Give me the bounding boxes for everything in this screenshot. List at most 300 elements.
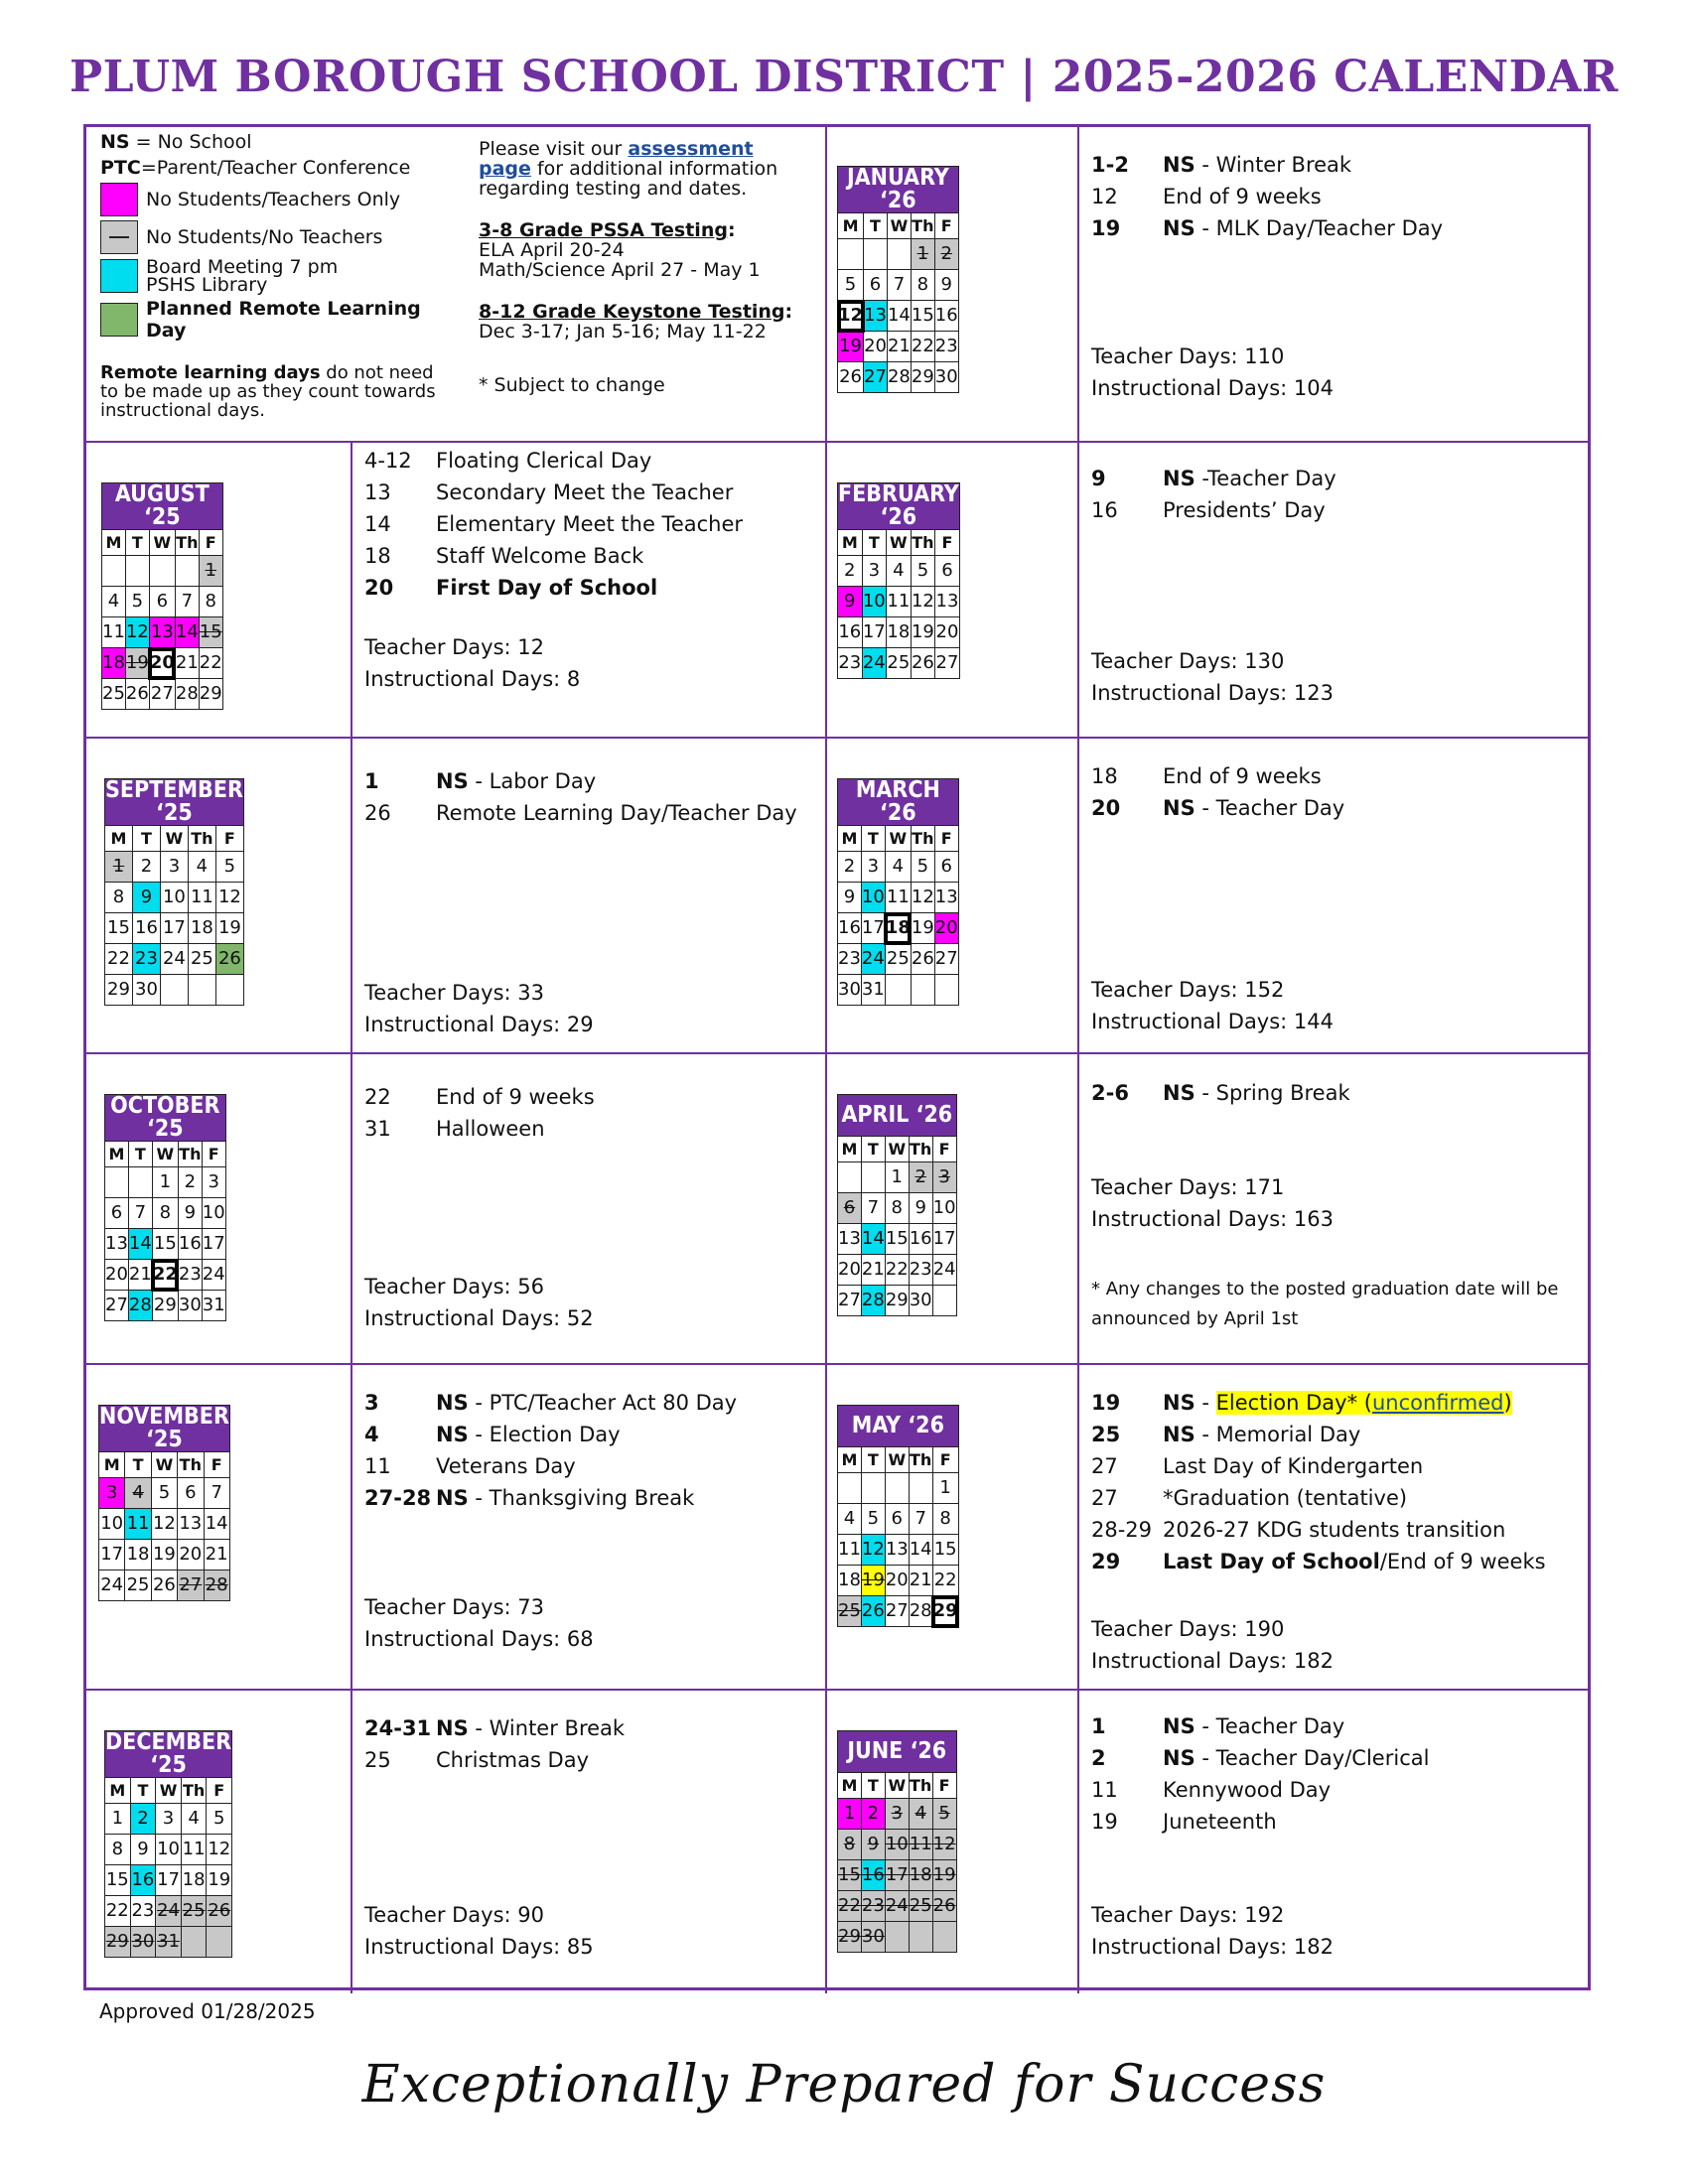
ns-tag: NS [436,1423,469,1446]
day-cell: 20 [149,648,175,679]
day-cell: 19 [125,648,149,679]
day-cell: 3 [202,1167,225,1198]
pssa-ela: ELA April 20-24 [479,239,625,261]
day-cell: 20 [105,1260,129,1291]
day-cell: 31 [156,1927,182,1958]
day-cell: 21 [204,1540,229,1570]
jun-cal-cell [827,1691,1079,1993]
weekday-header: M [105,1778,131,1804]
weekday-header: F [204,1452,229,1478]
event-text [1163,1482,1583,1514]
empty-day-cell [105,1167,129,1198]
event-label: - Thanksgiving Break [468,1486,695,1510]
day-cell: 12 [932,1830,956,1860]
day-cell: 25 [102,679,126,710]
ns-tag: NS [1163,467,1196,490]
day-cell: 5 [125,587,149,617]
dec-calendar [104,1730,232,1958]
day-cell: 12 [838,301,864,332]
unconfirmed-link[interactable]: unconfirmed [1371,1391,1504,1415]
event-date: 4-12 [364,449,412,473]
day-cell: 23 [838,944,862,975]
apr-month-title: APRIL ‘26 [838,1095,957,1137]
weekday-header: W [885,826,911,852]
event-date: 20 [364,576,394,600]
empty-day-cell [887,239,911,270]
mar-calendar [837,778,959,1006]
day-cell: 10 [156,1835,182,1865]
day-cell: 8 [105,1835,131,1865]
nov-instr-days: Instructional Days: 68 [364,1627,594,1651]
event-label: Veterans Day [436,1454,576,1478]
legend-panel [86,127,827,443]
day-cell: 30 [130,1927,156,1958]
event-row [364,477,817,508]
day-cell: 7 [861,1193,885,1224]
day-cell: 15 [911,301,934,332]
day-cell: 10 [202,1198,225,1229]
day-cell: 3 [160,852,188,883]
day-cell: 24 [202,1260,225,1291]
day-cell: 5 [932,1799,956,1830]
event-text [436,540,817,572]
day-cell: 6 [885,1504,909,1535]
day-cell: 4 [188,852,215,883]
day-cell: 25 [909,1891,932,1922]
event-row [1091,1546,1583,1577]
day-cell: 16 [838,913,862,944]
day-cell: 8 [105,883,133,913]
event-text [436,1387,817,1419]
event-label: Halloween [436,1117,545,1141]
day-cell: 26 [932,1891,956,1922]
day-cell: 24 [932,1255,956,1286]
weekday-header: W [152,1142,178,1167]
day-cell: 26 [125,679,149,710]
feb-notes-cell [1079,443,1591,739]
event-row [1091,792,1583,824]
weekday-header: T [861,1773,885,1799]
day-cell: 27 [885,1596,909,1627]
empty-day-cell [838,1162,862,1193]
event-date: 31 [364,1117,391,1141]
event-date: 2-6 [1091,1081,1129,1105]
day-cell: 9 [132,883,160,913]
day-cell: 13 [934,883,958,913]
day-cell: 9 [861,1830,885,1860]
weekday-header: F [207,1778,232,1804]
weekday-header: F [932,1447,958,1473]
empty-day-cell [932,1286,956,1316]
weekday-header: Th [175,530,199,556]
event-date: 18 [1091,764,1118,788]
day-cell: 10 [932,1193,956,1224]
day-cell: 24 [156,1896,182,1927]
ns-tag: NS [1163,1746,1196,1770]
event-row [1091,494,1583,526]
day-cell: 22 [199,648,222,679]
event-row [364,797,817,829]
feb-calendar [837,482,960,679]
day-cell: 21 [128,1260,152,1291]
ns-tag: NS [1163,216,1196,240]
event-text [436,477,817,508]
day-cell: 27 [105,1291,129,1321]
day-cell: 15 [105,1865,131,1896]
day-cell: 24 [99,1570,125,1601]
ptc-key-text: =Parent/Teacher Conference [140,157,411,179]
event-date: 19 [1091,1391,1121,1415]
day-cell: 28 [861,1286,885,1316]
day-cell: 6 [935,556,960,587]
event-label: First Day of School [436,576,658,600]
day-cell: 15 [152,1229,178,1260]
jun-instr-days: Instructional Days: 182 [1091,1935,1335,1959]
day-cell: 26 [151,1570,177,1601]
oct-instr-days: Instructional Days: 52 [364,1306,594,1330]
event-row [364,1387,817,1419]
event-label: Juneteenth [1163,1810,1277,1834]
day-cell: 16 [934,301,958,332]
day-cell: 5 [838,270,864,301]
event-date: 28-29 [1091,1518,1153,1542]
day-cell: 27 [178,1570,204,1601]
event-row [364,572,817,604]
day-cell: 25 [887,648,912,679]
calendar-grid [83,124,1591,1990]
event-text [1163,1077,1583,1109]
ns-tag: NS [436,769,469,793]
event-row [364,508,817,540]
ns-tag: NS [1163,1391,1196,1415]
event-row [364,765,817,797]
nov-month-title: NOVEMBER ‘25 [99,1404,229,1452]
day-cell: 20 [885,1566,909,1596]
day-cell: 10 [99,1509,125,1540]
day-cell: 14 [128,1229,152,1260]
event-row [364,445,817,477]
day-cell: 2 [838,556,863,587]
day-cell: 11 [181,1835,207,1865]
day-cell: 29 [885,1286,909,1316]
event-text [436,1482,817,1514]
day-cell: 5 [911,852,934,883]
event-label: - Winter Break [1195,153,1352,177]
ns-key-text: = No School [129,131,252,153]
day-cell: 15 [932,1535,958,1566]
slogan: Exceptionally Prepared for Success [361,2055,1327,2115]
ptc-key: PTC [100,157,141,179]
aug-instr-days: Instructional Days: 8 [364,667,581,691]
mar-notes-cell [1079,739,1591,1054]
day-cell: 18 [838,1566,862,1596]
event-row [1091,1482,1583,1514]
day-cell: 27 [838,1286,862,1316]
jun-month-title: JUNE ‘26 [838,1731,957,1773]
weekday-header: Th [909,1447,932,1473]
empty-day-cell [909,1473,932,1504]
feb-month-title: FEBRUARY ‘26 [838,481,959,530]
weekday-header: Th [181,1778,207,1804]
day-cell: 20 [864,332,888,362]
assessment-page-link[interactable]: assessment page [479,138,754,180]
cyan-swatch [100,259,138,293]
day-cell: 9 [838,587,863,617]
may-teacher-days: Teacher Days: 190 [1091,1617,1285,1641]
event-text [1163,212,1583,244]
day-cell: 8 [932,1504,958,1535]
weekday-header: T [862,530,887,556]
empty-day-cell [932,1922,956,1953]
may-cal-cell [827,1365,1079,1691]
day-cell: 13 [178,1509,204,1540]
day-cell: 16 [909,1224,932,1255]
day-cell: 27 [149,679,175,710]
day-cell: 31 [202,1291,225,1321]
day-cell: 15 [199,617,222,648]
day-cell: 17 [202,1229,225,1260]
weekday-header: T [128,1142,152,1167]
nov-notes-cell [352,1365,827,1691]
day-cell: 27 [934,944,958,975]
day-cell: 6 [838,1193,862,1224]
event-row [1091,463,1583,494]
day-cell: 4 [102,587,126,617]
event-row [1091,1419,1583,1450]
jan-cal-cell [827,127,1079,443]
day-cell: 31 [861,975,885,1006]
day-cell: 19 [838,332,864,362]
day-cell: 17 [156,1865,182,1896]
event-date: 19 [1091,1810,1118,1834]
event-tail: /End of 9 weeks [1379,1550,1546,1573]
weekday-header: Th [909,1137,932,1162]
day-cell: 17 [862,617,887,648]
event-label: - Teacher Day [1195,796,1345,820]
day-cell: 29 [152,1291,178,1321]
day-cell: 13 [105,1229,129,1260]
day-cell: 30 [838,975,862,1006]
magenta-swatch [100,183,138,216]
day-cell: 27 [935,648,960,679]
day-cell: 4 [181,1804,207,1835]
weekday-header: T [861,1137,885,1162]
day-cell: 24 [160,944,188,975]
jun-calendar [837,1730,957,1953]
event-label: Last Day of Kindergarten [1163,1454,1424,1478]
event-text [436,1419,817,1450]
magenta-label: No Students/Teachers Only [146,189,401,210]
event-date: 29 [1091,1550,1121,1573]
empty-day-cell [885,1922,909,1953]
day-cell: 2 [132,852,160,883]
weekday-header: F [932,1773,956,1799]
event-row [1091,760,1583,792]
event-text [1163,1742,1583,1774]
green-label: Planned Remote Learning Day [146,298,421,341]
event-label: - MLK Day/Teacher Day [1195,216,1444,240]
weekday-header: F [215,826,243,852]
day-cell: 26 [911,648,935,679]
event-row [1091,1450,1583,1482]
event-text [436,1744,817,1776]
day-cell: 25 [885,944,911,975]
day-cell: 11 [188,883,215,913]
weekday-header: M [838,1137,862,1162]
day-cell: 28 [909,1596,932,1627]
mar-instr-days: Instructional Days: 144 [1091,1010,1335,1033]
pssa-math: Math/Science April 27 - May 1 [479,259,761,281]
day-cell: 22 [932,1566,958,1596]
day-cell: 10 [885,1830,909,1860]
event-text [436,1113,817,1145]
day-cell: 14 [175,617,199,648]
event-label: Remote Learning Day/Teacher Day [436,801,797,825]
day-cell: 19 [911,913,934,944]
gray-swatch [100,220,138,254]
empty-day-cell [215,975,243,1006]
day-cell: 18 [909,1860,932,1891]
day-cell: 6 [178,1478,204,1509]
event-label: Secondary Meet the Teacher [436,480,734,504]
empty-day-cell [861,1162,885,1193]
day-cell: 4 [887,556,912,587]
event-text [1163,760,1583,792]
ns-tag: NS [436,1716,469,1740]
event-row [364,1482,817,1514]
day-cell: 24 [885,1891,909,1922]
day-cell: 13 [935,587,960,617]
event-text [1163,1514,1583,1546]
ns-tag: NS [1163,1714,1196,1738]
dec-cal-cell [86,1691,352,1993]
empty-day-cell [188,975,215,1006]
day-cell: 30 [861,1922,885,1953]
empty-day-cell [861,1473,885,1504]
empty-day-cell [160,975,188,1006]
event-date: 24-31 [364,1716,432,1740]
day-cell: 16 [132,913,160,944]
empty-day-cell [864,239,888,270]
day-cell: 29 [838,1922,862,1953]
empty-day-cell [909,1922,932,1953]
empty-day-cell [125,556,149,587]
day-cell: 14 [887,301,911,332]
day-cell: 19 [151,1540,177,1570]
weekday-header: T [861,1447,885,1473]
oct-month-title: OCTOBER ‘25 [105,1095,226,1142]
nov-calendar [98,1405,230,1601]
event-row [1091,1774,1583,1806]
empty-day-cell [885,1473,909,1504]
day-cell: 1 [152,1167,178,1198]
day-cell: 7 [887,270,911,301]
empty-day-cell [181,1927,207,1958]
event-text [1163,1806,1583,1838]
day-cell: 12 [911,587,935,617]
mar-cal-cell [827,739,1079,1054]
weekday-header: Th [911,826,934,852]
event-text [436,1450,817,1482]
empty-day-cell [885,975,911,1006]
ns-tag: NS [1163,153,1196,177]
event-date: 1 [364,769,379,793]
empty-day-cell [102,556,126,587]
event-date: 20 [1091,796,1121,820]
weekday-header: W [885,1447,909,1473]
day-cell: 3 [99,1478,125,1509]
day-cell: 5 [151,1478,177,1509]
event-date: 1-2 [1091,153,1129,177]
empty-day-cell [175,556,199,587]
aug-month-title: AUGUST ‘25 [102,483,223,530]
event-text [1163,149,1583,181]
dec-notes-cell [352,1691,827,1993]
apr-cal-cell [827,1054,1079,1365]
day-cell: 24 [861,944,885,975]
day-cell: 10 [862,587,887,617]
day-cell: 20 [838,1255,862,1286]
aug-cal-cell [86,443,352,739]
event-date: 14 [364,512,391,536]
event-text [436,797,817,829]
day-cell: 13 [864,301,888,332]
jun-notes-cell [1079,1691,1591,1993]
day-cell: 18 [181,1865,207,1896]
day-cell: 18 [102,648,126,679]
may-month-title: MAY ‘26 [838,1406,959,1447]
day-cell: 2 [909,1162,932,1193]
day-cell: 2 [130,1804,156,1835]
mar-month-title: MARCH ‘26 [838,779,959,826]
sep-cal-cell [86,739,352,1054]
event-text [1163,1774,1583,1806]
day-cell: 3 [932,1162,956,1193]
event-row [1091,1806,1583,1838]
weekday-header: Th [178,1142,202,1167]
day-cell: 17 [885,1860,909,1891]
day-cell: 15 [838,1860,862,1891]
event-date: 27 [1091,1486,1118,1510]
empty-day-cell [838,239,864,270]
day-cell: 1 [199,556,222,587]
day-cell: 14 [861,1224,885,1255]
event-label: 2026-27 KDG students transition [1163,1518,1506,1542]
day-cell: 23 [838,648,863,679]
day-cell: 16 [178,1229,202,1260]
event-label: - PTC/Teacher Act 80 Day [468,1391,738,1415]
event-date: 19 [1091,216,1121,240]
weekday-header: M [102,530,126,556]
ns-key: NS [100,131,130,153]
day-cell: 1 [838,1799,862,1830]
weekday-header: M [838,1447,862,1473]
ns-tag: NS [436,1391,469,1415]
remote-note [100,363,438,420]
day-cell: 26 [861,1596,885,1627]
day-cell: 28 [128,1291,152,1321]
day-cell: 23 [130,1896,156,1927]
weekday-header: W [160,826,188,852]
oct-calendar [104,1094,226,1321]
nov-teacher-days: Teacher Days: 73 [364,1595,545,1619]
day-cell: 4 [909,1799,932,1830]
sep-instr-days: Instructional Days: 29 [364,1013,594,1036]
may-calendar [837,1405,959,1627]
may-instr-days: Instructional Days: 182 [1091,1649,1335,1673]
event-text [1163,1546,1583,1577]
day-cell: 15 [105,913,133,944]
